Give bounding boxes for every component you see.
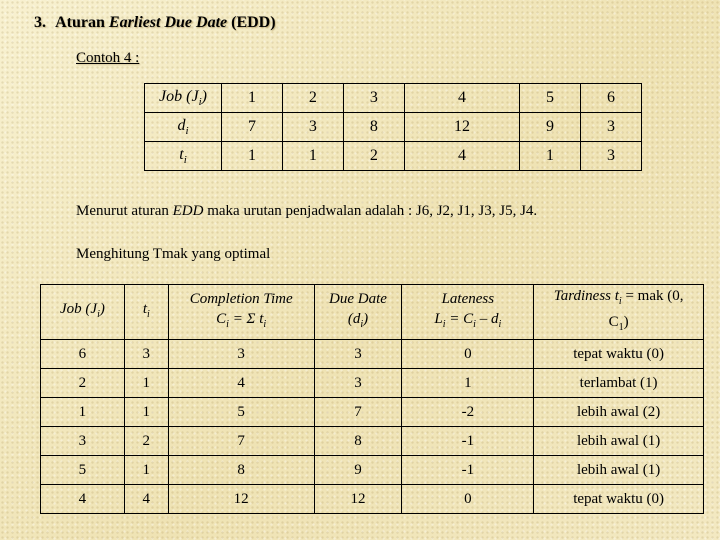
table-row [145,113,642,142]
cell-completion: 7 [168,427,314,456]
cell-tardiness: lebih awal (1) [534,427,704,456]
header-tardiness: Tardiness $t_i$ = mak (0, $C_1$) [534,285,704,340]
heading-suffix: (EDD) [231,14,276,31]
cell-time: 1 [124,456,168,485]
cell-lateness: -1 [402,427,534,456]
section-heading [34,14,276,32]
cell-tardiness: tepat waktu (0) [534,340,704,369]
cell-lateness: 0 [402,485,534,514]
table-cell: 3 [580,113,641,142]
cell-tardiness: terlambat (1) [534,369,704,398]
cell-due-date: 8 [314,427,402,456]
cell-tardiness: lebih awal (1) [534,456,704,485]
cell-time: 2 [124,427,168,456]
table-cell: 7 [222,113,283,142]
table-cell: 9 [520,113,581,142]
job-data-table [144,83,642,171]
table-cell: 4 [404,142,519,171]
cell-tardiness: tepat waktu (0) [534,485,704,514]
table-cell: 4 [404,84,519,113]
table-row [41,340,704,369]
tmak-sentence: Menghitung Tmak yang optimal [76,246,271,262]
cell-job: 3 [41,427,125,456]
cell-time: 3 [124,340,168,369]
example-label: Contoh 4 : [76,50,140,66]
table-cell: 5 [520,84,581,113]
table-cell: 1 [282,142,343,171]
table-cell: 1 [520,142,581,171]
table-cell: 3 [282,113,343,142]
table-row [41,485,704,514]
table-cell: 12 [404,113,519,142]
table-cell: 2 [343,142,404,171]
header-due-date: Due Date $(d_i)$ [314,285,402,340]
table-cell: 3 [343,84,404,113]
table-row [145,84,642,113]
table-header-row [41,285,704,340]
table-cell: 1 [222,84,283,113]
cell-completion: 5 [168,398,314,427]
cell-time: 1 [124,369,168,398]
cell-due-date: 3 [314,369,402,398]
heading-prefix: Aturan [55,14,105,31]
tardiness-table [40,284,704,514]
cell-time: 1 [124,398,168,427]
row-label-job: Job $(J_i)$ [145,84,222,113]
table-row [41,398,704,427]
cell-job: 6 [41,340,125,369]
cell-completion: 3 [168,340,314,369]
header-completion-time: Completion Time $C_i = \Sigma$ $t_i$ [168,285,314,340]
table-row [41,456,704,485]
cell-job: 2 [41,369,125,398]
table-cell: 1 [222,142,283,171]
table-cell: 2 [282,84,343,113]
header-time: $t_i$ [124,285,168,340]
cell-due-date: 9 [314,456,402,485]
table-row [41,369,704,398]
cell-completion: 8 [168,456,314,485]
header-lateness: Lateness $L_i = C_i - d_i$ [402,285,534,340]
cell-due-date: 3 [314,340,402,369]
section-number: 3. [34,14,46,31]
table-cell: 3 [580,142,641,171]
cell-tardiness: lebih awal (2) [534,398,704,427]
cell-due-date: 7 [314,398,402,427]
table-row [41,427,704,456]
edd-term: EDD [172,203,204,219]
row-label-due-date: $d_i$ [145,113,222,142]
table-cell: 6 [580,84,641,113]
cell-completion: 12 [168,485,314,514]
cell-lateness: 0 [402,340,534,369]
heading-italic: Earliest Due Date [108,14,228,31]
cell-job: 4 [41,485,125,514]
cell-completion: 4 [168,369,314,398]
header-job: Job $(J_i)$ [41,285,125,340]
cell-time: 4 [124,485,168,514]
table-cell: 8 [343,113,404,142]
cell-lateness: -1 [402,456,534,485]
edd-sequence-sentence: Menurut aturan EDD maka urutan penjadwalan adalah : J6, J2, J1, J3, J5, J4. [76,203,538,219]
cell-job: 1 [41,398,125,427]
cell-lateness: -2 [402,398,534,427]
cell-due-date: 12 [314,485,402,514]
cell-job: 5 [41,456,125,485]
table-row [145,142,642,171]
row-label-time: $t_i$ [145,142,222,171]
cell-lateness: 1 [402,369,534,398]
